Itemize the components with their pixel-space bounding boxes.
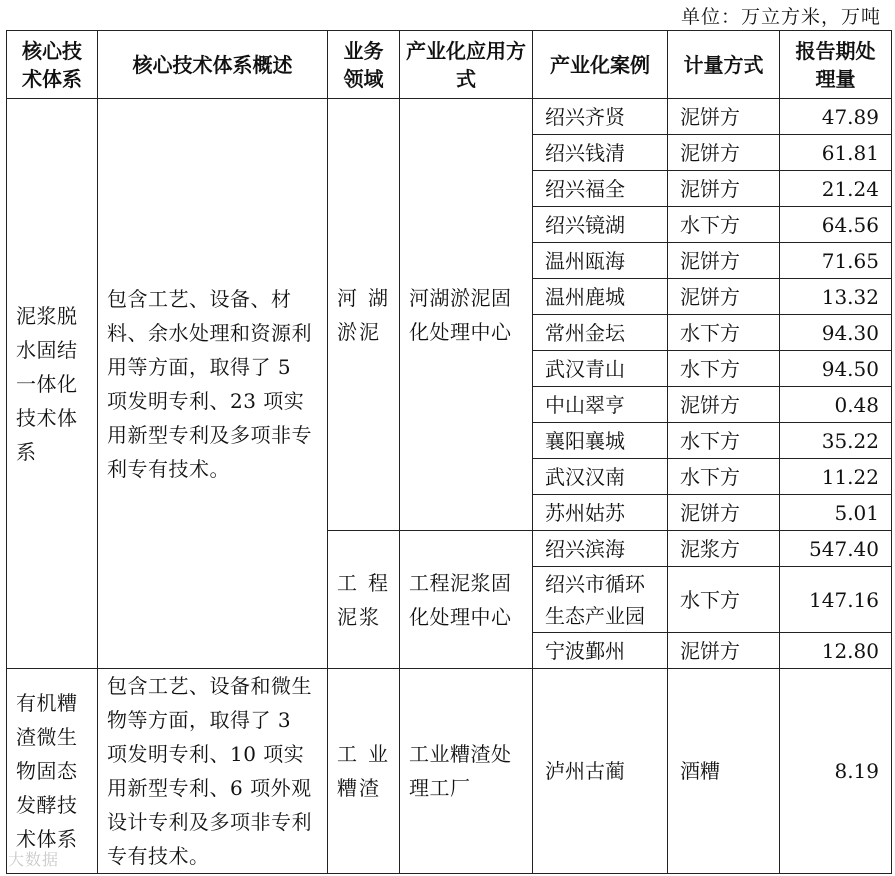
processed-amount: 8.19 [780,669,892,874]
system-name: 泥浆脱水固结一体化技术体系 [7,99,98,669]
business-domain: 河湖淤泥 [328,99,400,531]
measure-type: 泥饼方 [668,135,780,171]
business-domain: 工业糟渣 [328,669,400,874]
processed-amount: 61.81 [780,135,892,171]
table-row [7,99,892,135]
case-name: 襄阳襄城 [533,423,668,459]
table-row [7,669,892,874]
case-name: 温州瓯海 [533,243,668,279]
header-cell: 报告期处理量 [780,31,892,99]
case-name: 绍兴市循环生态产业园 [533,567,668,633]
measure-type: 泥浆方 [668,531,780,567]
case-name: 绍兴镜湖 [533,207,668,243]
unit-note: 单位：万立方米，万吨 [680,6,881,28]
case-name: 绍兴滨海 [533,531,668,567]
processed-amount: 12.80 [780,633,892,669]
system-name: 有机糟渣微生物固态发酵技术体系 [7,669,98,874]
processed-amount: 47.89 [780,99,892,135]
application-method: 工业糟渣处理工厂 [400,669,533,874]
case-name: 宁波鄞州 [533,633,668,669]
measure-type: 泥饼方 [668,495,780,531]
header-cell: 产业化案例 [533,31,668,99]
case-name: 苏州姑苏 [533,495,668,531]
measure-type: 酒糟 [668,669,780,874]
header-row [7,31,892,99]
measure-type: 泥饼方 [668,387,780,423]
case-name: 中山翠亨 [533,387,668,423]
case-name: 泸州古蔺 [533,669,668,874]
header-cell: 核心技术体系 [7,31,98,99]
header-cell: 核心技术体系概述 [98,31,328,99]
header-cell: 产业化应用方式 [400,31,533,99]
measure-type: 泥饼方 [668,279,780,315]
processed-amount: 5.01 [780,495,892,531]
application-method: 工程泥浆固化处理中心 [400,531,533,669]
measure-type: 水下方 [668,459,780,495]
measure-type: 水下方 [668,207,780,243]
watermark: 大数据 [8,850,60,869]
case-name: 绍兴齐贤 [533,99,668,135]
processed-amount: 0.48 [780,387,892,423]
measure-type: 泥饼方 [668,243,780,279]
measure-type: 泥饼方 [668,99,780,135]
processed-amount: 71.65 [780,243,892,279]
processed-amount: 94.50 [780,351,892,387]
processed-amount: 21.24 [780,171,892,207]
measure-type: 水下方 [668,315,780,351]
tech-system-table [6,30,892,874]
processed-amount: 35.22 [780,423,892,459]
processed-amount: 147.16 [780,567,892,633]
header-cell: 业务领域 [328,31,400,99]
case-name: 绍兴钱清 [533,135,668,171]
measure-type: 泥饼方 [668,171,780,207]
measure-type: 水下方 [668,351,780,387]
processed-amount: 11.22 [780,459,892,495]
measure-type: 泥饼方 [668,633,780,669]
business-domain: 工程泥浆 [328,531,400,669]
application-method: 河湖淤泥固化处理中心 [400,99,533,531]
measure-type: 水下方 [668,567,780,633]
system-overview: 包含工艺、设备、材料、余水处理和资源利用等方面，取得了 5 项发明专利、23 项实用新型专利及多项非专利专有技术。 [98,99,328,669]
case-name: 绍兴福全 [533,171,668,207]
processed-amount: 13.32 [780,279,892,315]
case-name: 常州金坛 [533,315,668,351]
case-name: 武汉汉南 [533,459,668,495]
processed-amount: 64.56 [780,207,892,243]
system-overview: 包含工艺、设备和微生物等方面，取得了 3 项发明专利、10 项实用新型专利、6 项外观设计专利及多项非专利专有技术。 [98,669,328,874]
case-name: 武汉青山 [533,351,668,387]
processed-amount: 94.30 [780,315,892,351]
case-name: 温州鹿城 [533,279,668,315]
processed-amount: 547.40 [780,531,892,567]
measure-type: 水下方 [668,423,780,459]
header-cell: 计量方式 [668,31,780,99]
